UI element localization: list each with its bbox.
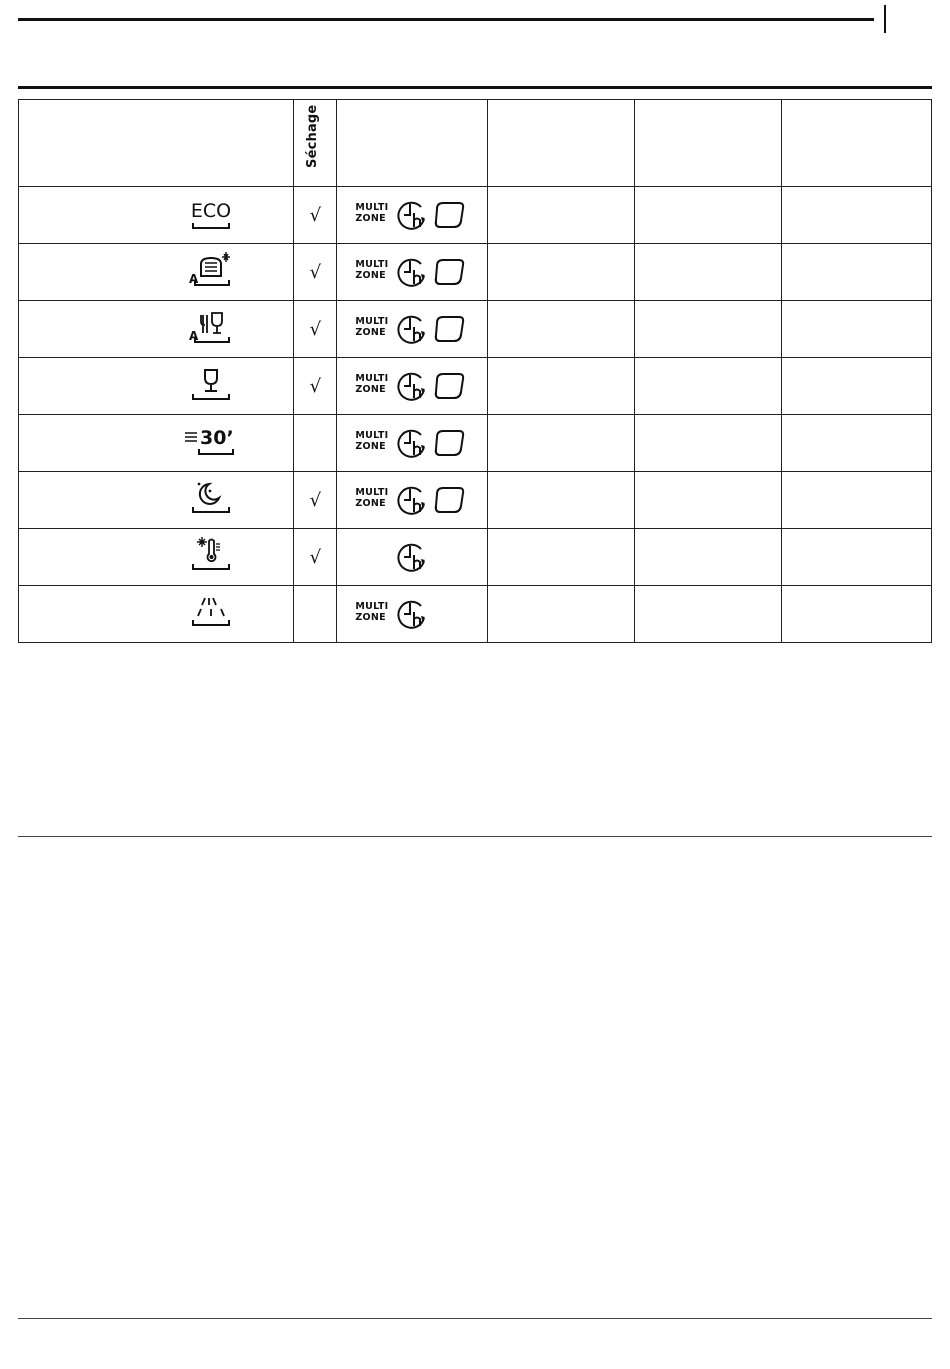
program-cell: [19, 358, 294, 415]
auto-normal-icon: [185, 307, 237, 351]
empty-cell: [634, 529, 781, 586]
quick-30-label: 30’: [200, 427, 234, 449]
empty-cell: [781, 415, 931, 472]
empty-cell: [781, 244, 931, 301]
quick-30-icon: [183, 421, 241, 465]
multizone-label: MULTI ZONE: [355, 259, 389, 281]
multizone-label: MULTI ZONE: [355, 202, 389, 224]
empty-cell: [487, 301, 634, 358]
header-col-c: [781, 100, 931, 187]
svg-text:A: A: [189, 272, 199, 286]
tablet-icon: [431, 370, 467, 402]
sechage-check: √: [294, 529, 337, 586]
empty-cell: [634, 586, 781, 643]
table-row: [19, 301, 932, 358]
tablet-icon: [431, 256, 467, 288]
header-sechage: [294, 100, 337, 187]
eco-label: ECO: [191, 200, 232, 222]
table-top-rule: [18, 86, 932, 89]
pre-rinse-icon: [185, 592, 237, 636]
program-table: [18, 99, 932, 643]
sechage-check: √: [294, 187, 337, 244]
eco-program-icon: [185, 193, 237, 237]
top-tick-mark: [884, 5, 886, 33]
empty-cell: [487, 358, 634, 415]
delay-start-icon: [395, 311, 429, 347]
delay-start-icon: [395, 482, 429, 518]
sechage-check: [294, 415, 337, 472]
options-cell: [337, 529, 487, 586]
empty-cell: [634, 358, 781, 415]
empty-cell: [634, 415, 781, 472]
empty-cell: [634, 301, 781, 358]
options-cell: [337, 415, 487, 472]
svg-text:A: A: [189, 329, 199, 343]
multizone-label: MULTI ZONE: [355, 487, 389, 509]
table-row: [19, 472, 932, 529]
header-options: [337, 100, 487, 187]
program-cell: [19, 586, 294, 643]
table-row: [19, 586, 932, 643]
program-cell: [19, 472, 294, 529]
empty-cell: [781, 529, 931, 586]
hygiene-temperature-icon: [185, 535, 237, 579]
empty-cell: [487, 472, 634, 529]
empty-cell: [781, 472, 931, 529]
empty-cell: [781, 586, 931, 643]
delicate-glass-icon: [185, 364, 237, 408]
options-cell: [337, 301, 487, 358]
program-cell: [19, 415, 294, 472]
tablet-icon: [431, 199, 467, 231]
empty-cell: [487, 244, 634, 301]
options-cell: [337, 358, 487, 415]
sechage-check: √: [294, 301, 337, 358]
delay-start-icon: [395, 425, 429, 461]
delay-start-icon: [395, 539, 429, 575]
table-row: [19, 358, 932, 415]
header-program: [19, 100, 294, 187]
multizone-label: MULTI ZONE: [355, 373, 389, 395]
sechage-label: Séchage: [305, 105, 321, 169]
options-cell: [337, 472, 487, 529]
program-cell: [19, 244, 294, 301]
table-row: [19, 187, 932, 244]
multizone-label: MULTI ZONE: [355, 316, 389, 338]
night-silent-icon: [185, 478, 237, 522]
delay-start-icon: [395, 596, 429, 632]
sechage-check: √: [294, 244, 337, 301]
tablet-icon: [431, 427, 467, 459]
empty-cell: [634, 244, 781, 301]
multizone-label: MULTI ZONE: [355, 430, 389, 452]
program-cell: [19, 529, 294, 586]
sechage-check: [294, 586, 337, 643]
table-row: [19, 415, 932, 472]
empty-cell: [487, 187, 634, 244]
empty-cell: [487, 529, 634, 586]
table-row: [19, 244, 932, 301]
sechage-check: √: [294, 358, 337, 415]
empty-cell: [634, 187, 781, 244]
options-cell: [337, 244, 487, 301]
header-col-b: [634, 100, 781, 187]
section-divider: [18, 836, 932, 837]
tablet-icon: [431, 484, 467, 516]
table-row: [19, 529, 932, 586]
empty-cell: [781, 187, 931, 244]
sechage-check: √: [294, 472, 337, 529]
empty-cell: [487, 415, 634, 472]
empty-cell: [781, 301, 931, 358]
header-col-a: [487, 100, 634, 187]
table-header-row: [19, 100, 932, 187]
top-rule: [18, 18, 874, 21]
program-cell: [19, 301, 294, 358]
options-cell: [337, 187, 487, 244]
options-cell: [337, 586, 487, 643]
delay-start-icon: [395, 368, 429, 404]
footer-rule: [18, 1318, 932, 1319]
auto-intensive-icon: [185, 250, 237, 294]
delay-start-icon: [395, 254, 429, 290]
multizone-label: MULTI ZONE: [355, 601, 389, 623]
empty-cell: [487, 586, 634, 643]
empty-cell: [781, 358, 931, 415]
empty-cell: [634, 472, 781, 529]
delay-start-icon: [395, 197, 429, 233]
program-cell: [19, 187, 294, 244]
tablet-icon: [431, 313, 467, 345]
